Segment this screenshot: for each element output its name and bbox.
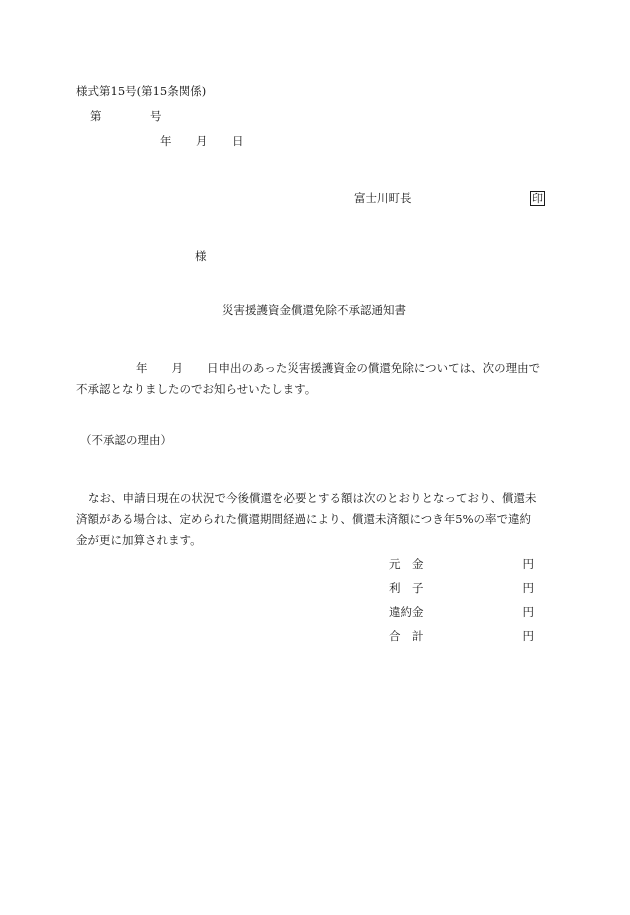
amount-unit: 円: [522, 581, 534, 595]
amount-unit: 円: [522, 557, 534, 571]
amount-row-penalty: [389, 604, 534, 624]
amount-label: 違約金: [389, 605, 424, 619]
body-year: 年: [136, 361, 148, 375]
addressee-suffix: 様: [195, 249, 207, 263]
body-paragraph: [76, 358, 558, 400]
amount-label: 利 子: [389, 581, 424, 595]
document-title: 災害援護資金償還免除不承認通知書: [222, 303, 406, 317]
doc-number-prefix: 第: [90, 109, 102, 123]
amount-row-total: [389, 628, 534, 648]
amount-row-interest: [389, 580, 534, 600]
date-year-label: 年: [160, 134, 172, 148]
doc-number-suffix: 号: [150, 109, 162, 123]
body-line-1: [76, 358, 558, 379]
notice-line-3: 金が更に加算されます。: [76, 533, 202, 547]
date-month-label: 月: [196, 134, 208, 148]
notice-paragraph: [76, 488, 558, 551]
amount-label: 合 計: [389, 629, 424, 643]
seal-mark: [530, 191, 545, 206]
amount-label: 元 金: [389, 557, 424, 571]
notice-line-2: 済額がある場合は、定められた償還期間経過により、償還未済額につき年5%の率で違約: [76, 512, 532, 526]
body-month: 月: [171, 361, 183, 375]
notice-line-1: なお、申請日現在の状況で今後償還を必要とする額は次のとおりとなっており、償還未: [88, 491, 537, 505]
form-number: 様式第15号(第15条関係): [76, 84, 207, 98]
reason-heading: （不承認の理由）: [80, 433, 172, 447]
issuer-title: 富士川町長: [354, 191, 412, 205]
body-line-1-text: 日申出のあった災害援護資金の償還免除については、次の理由で: [207, 361, 541, 375]
body-line-2: 不承認となりましたのでお知らせいたします。: [76, 382, 317, 396]
date-day-label: 日: [232, 134, 244, 148]
seal-label: 印: [532, 192, 543, 205]
amount-row-principal: [389, 556, 534, 576]
amount-unit: 円: [522, 605, 534, 619]
amount-unit: 円: [522, 629, 534, 643]
